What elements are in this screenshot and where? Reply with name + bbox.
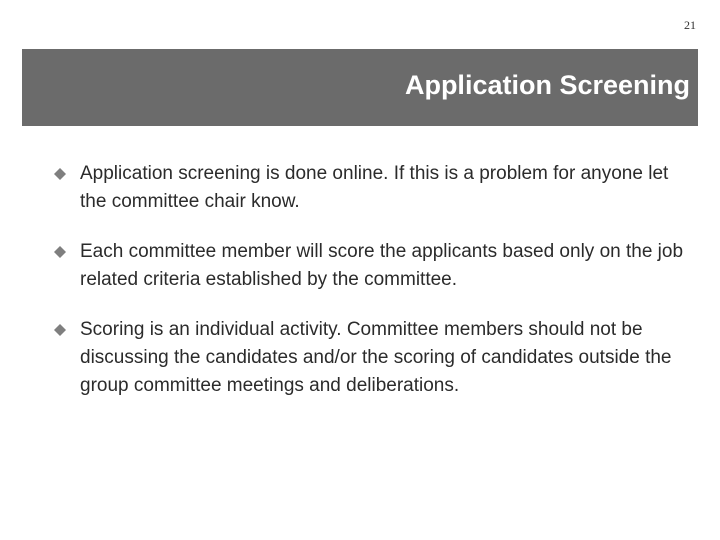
slide-title: Application Screening	[404, 70, 690, 100]
diamond-bullet-icon	[54, 168, 66, 180]
bullet-text: Each committee member will score the applicants based only on the job related criteria established by the committee.	[80, 241, 684, 290]
diamond-bullet-icon	[54, 246, 66, 258]
bullet-item	[54, 160, 694, 216]
bullet-text: Scoring is an individual activity. Committee members should not be discussing the candidates and/or the scoring of candidates outside the group committee meetings and deliberations.	[80, 319, 672, 396]
bullet-item	[54, 316, 694, 400]
diamond-bullet-icon	[54, 324, 66, 336]
bullet-text: Application screening is done online. If this is a problem for anyone let the committee chair know.	[80, 163, 669, 212]
bullet-item	[54, 238, 694, 294]
title-bar	[22, 49, 698, 126]
page-number: 21	[684, 18, 696, 32]
bullet-list	[54, 160, 694, 422]
